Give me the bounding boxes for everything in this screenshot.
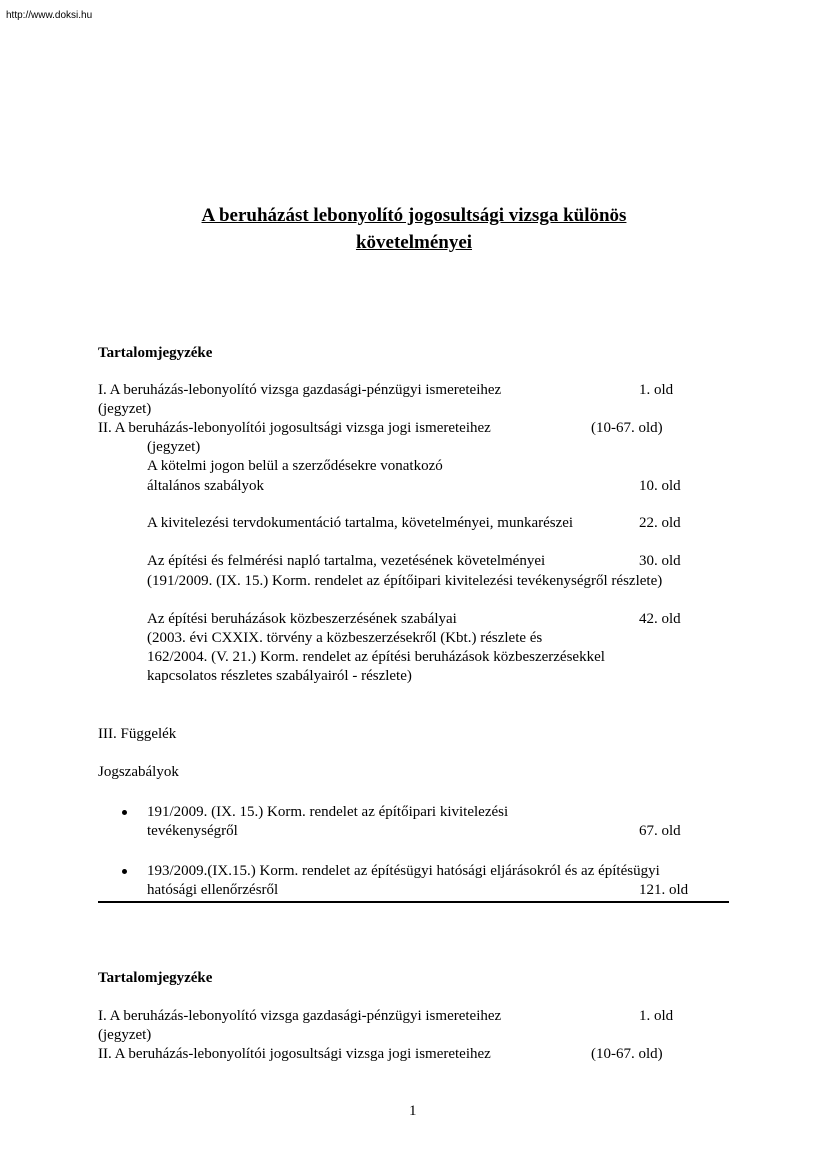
law-2-line1: 193/2009.(IX.15.) Korm. rendelet az építésügyi hatósági eljárásokról és az építésügyi — [147, 863, 660, 879]
law-1-page: 67. old — [639, 823, 681, 839]
law-2-page: 121. old — [639, 882, 689, 898]
toc-sub-2: A kivitelezési tervdokumentáció tartalma, követelményei, munkarészei — [147, 515, 574, 531]
toc-sub-4-line1: Az építési beruházások közbeszerzésének szabályai — [147, 611, 457, 627]
toc-sub-1-line1: A kötelmi jogon belül a szerződésekre vonatkozó — [147, 458, 443, 474]
page-number: 1 — [409, 1103, 417, 1119]
toc-item-1-page: 1. old — [639, 382, 674, 398]
toc-heading: Tartalomjegyzéke — [98, 345, 213, 361]
toc-item-1-page: 1. old — [639, 1008, 674, 1024]
toc-heading: Tartalomjegyzéke — [98, 970, 213, 986]
toc-sub-4-line4: kapcsolatos részletes szabályairól - részlete) — [147, 668, 412, 684]
law-2-line2: hatósági ellenőrzésről — [147, 882, 279, 898]
toc-sub-2-page: 22. old — [639, 515, 681, 531]
toc-item-2: II. A beruházás-lebonyolítói jogosultsági vizsga jogi ismereteihez — [98, 420, 491, 436]
toc-item-1-note: (jegyzet) — [98, 1027, 152, 1043]
toc-item-2: II. A beruházás-lebonyolítói jogosultsági vizsga jogi ismereteihez — [98, 1046, 491, 1062]
toc-item-2-note: (jegyzet) — [147, 439, 201, 455]
toc-item-2-page: (10-67. old) — [591, 420, 663, 436]
toc-sub-3-line2: (191/2009. (IX. 15.) Korm. rendelet az építőipari kivitelezési tevékenységről részlete) — [147, 573, 663, 589]
toc-sub-1-page: 10. old — [639, 478, 681, 494]
toc-sub-3-page: 30. old — [639, 553, 681, 569]
toc-sub-1-line2: általános szabályok — [147, 478, 265, 494]
toc-item-1: I. A beruházás-lebonyolító vizsga gazdasági-pénzügyi ismereteihez — [98, 1008, 502, 1024]
bullet-icon — [122, 869, 127, 874]
laws-heading: Jogszabályok — [98, 764, 179, 780]
header-url[interactable]: http://www.doksi.hu — [6, 10, 93, 21]
bullet-icon — [122, 810, 127, 815]
toc-sub-4-line3: 162/2004. (V. 21.) Korm. rendelet az építési beruházások közbeszerzésekkel — [147, 649, 605, 665]
toc-item-1: I. A beruházás-lebonyolító vizsga gazdasági-pénzügyi ismereteihez — [98, 382, 502, 398]
toc-sub-4-page: 42. old — [639, 611, 681, 627]
law-1-line1: 191/2009. (IX. 15.) Korm. rendelet az építőipari kivitelezési — [147, 804, 509, 820]
toc-sub-3-line1: Az építési és felmérési napló tartalma, vezetésének követelményei — [147, 553, 546, 569]
document-title-line2: követelményei — [355, 232, 473, 253]
toc-item-2-page: (10-67. old) — [591, 1046, 663, 1062]
document-title-line1: A beruházást lebonyolító jogosultsági vizsga különös — [201, 205, 627, 226]
law-1-line2: tevékenységről — [147, 823, 238, 839]
toc-item-1-note: (jegyzet) — [98, 401, 152, 417]
horizontal-rule — [98, 901, 729, 903]
appendix-heading: III. Függelék — [98, 726, 177, 742]
toc-sub-4-line2: (2003. évi CXXIX. törvény a közbeszerzésekről (Kbt.) részlete és — [147, 630, 543, 646]
